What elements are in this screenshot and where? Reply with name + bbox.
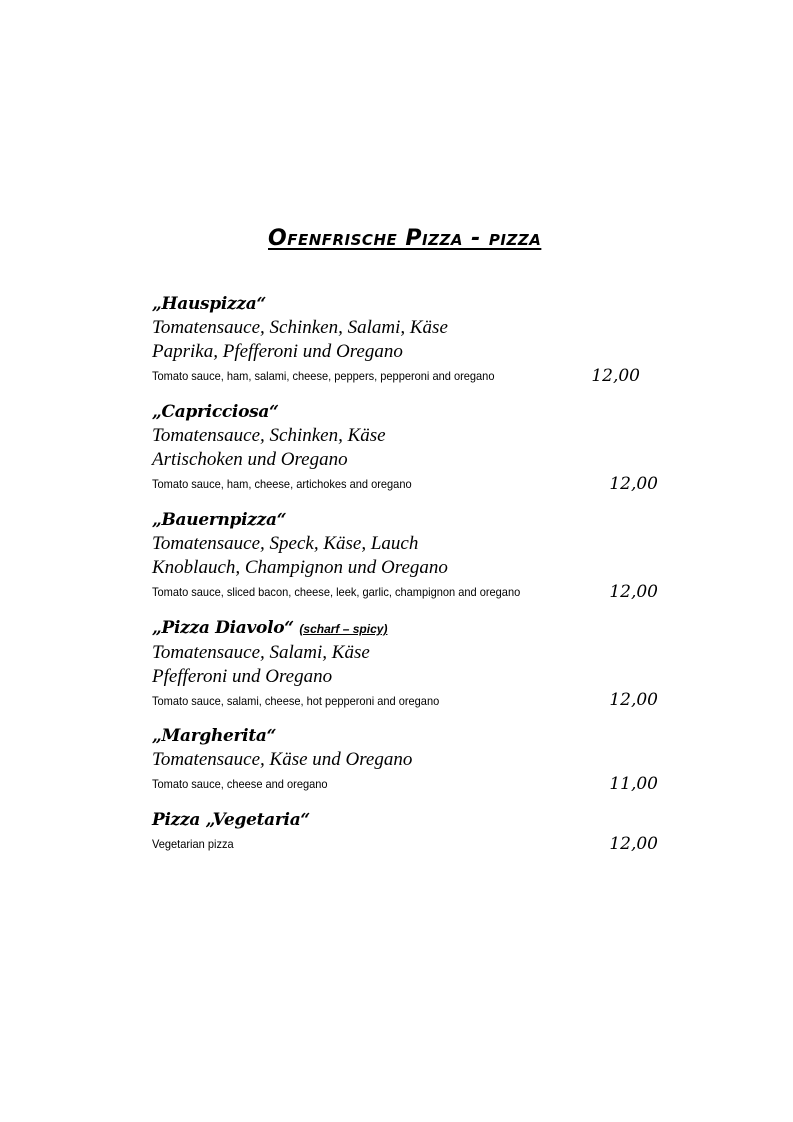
- item-name: „Hauspizza“: [152, 294, 266, 314]
- item-description-de: Tomatensauce, Schinken, Salami, Käse: [152, 317, 448, 338]
- item-description-de: Artischoken und Oregano: [152, 449, 348, 470]
- item-name: „Bauernpizza“: [152, 510, 287, 530]
- item-price: 12,00: [609, 582, 658, 602]
- item-description-de: Paprika, Pfefferoni und Oregano: [152, 341, 403, 362]
- item-price: 12,00: [609, 690, 658, 710]
- item-description-en: Tomato sauce, ham, salami, cheese, peppers, pepperoni and oregano: [152, 369, 495, 383]
- item-name: „Capricciosa“: [152, 402, 279, 422]
- item-price: 12,00: [609, 834, 658, 854]
- item-name: „Margherita“: [152, 726, 277, 746]
- item-description-de: Knoblauch, Champignon und Oregano: [152, 557, 448, 578]
- item-price: 11,00: [609, 774, 658, 794]
- item-description-en: Tomato sauce, cheese and oregano: [152, 777, 328, 791]
- menu-item-hauspizza: [152, 292, 672, 388]
- item-price: 12,00: [609, 474, 658, 494]
- item-description-de: Tomatensauce, Schinken, Käse: [152, 425, 386, 446]
- item-description-de: Tomatensauce, Salami, Käse: [152, 642, 370, 663]
- item-name: „Pizza Diavolo“: [152, 618, 294, 638]
- item-description-en: Vegetarian pizza: [152, 837, 234, 851]
- item-description-en: Tomato sauce, salami, cheese, hot pepperoni and oregano: [152, 694, 440, 708]
- menu-item-bauernpizza: [152, 508, 672, 604]
- menu-item-vegetaria: [152, 808, 672, 856]
- item-name: Pizza „Vegetaria“: [152, 810, 310, 830]
- page-title: Ofenfrische Pizza - pizza: [268, 226, 542, 251]
- item-description-en: Tomato sauce, sliced bacon, cheese, leek, garlic, champignon and oregano: [152, 585, 521, 599]
- item-description-de: Pfefferoni und Oregano: [152, 666, 333, 687]
- item-description-de: Tomatensauce, Käse und Oregano: [152, 749, 413, 770]
- item-description-de: Tomatensauce, Speck, Käse, Lauch: [152, 533, 419, 554]
- menu-item-capricciosa: [152, 400, 672, 496]
- spicy-note: (scharf – spicy): [299, 622, 388, 636]
- menu-item-margherita: [152, 724, 672, 796]
- item-description-en: Tomato sauce, ham, cheese, artichokes and oregano: [152, 477, 412, 491]
- menu-item-pizza-diavolo: [152, 616, 672, 713]
- item-price: 12,00: [591, 366, 640, 386]
- item-name-row: [152, 616, 672, 641]
